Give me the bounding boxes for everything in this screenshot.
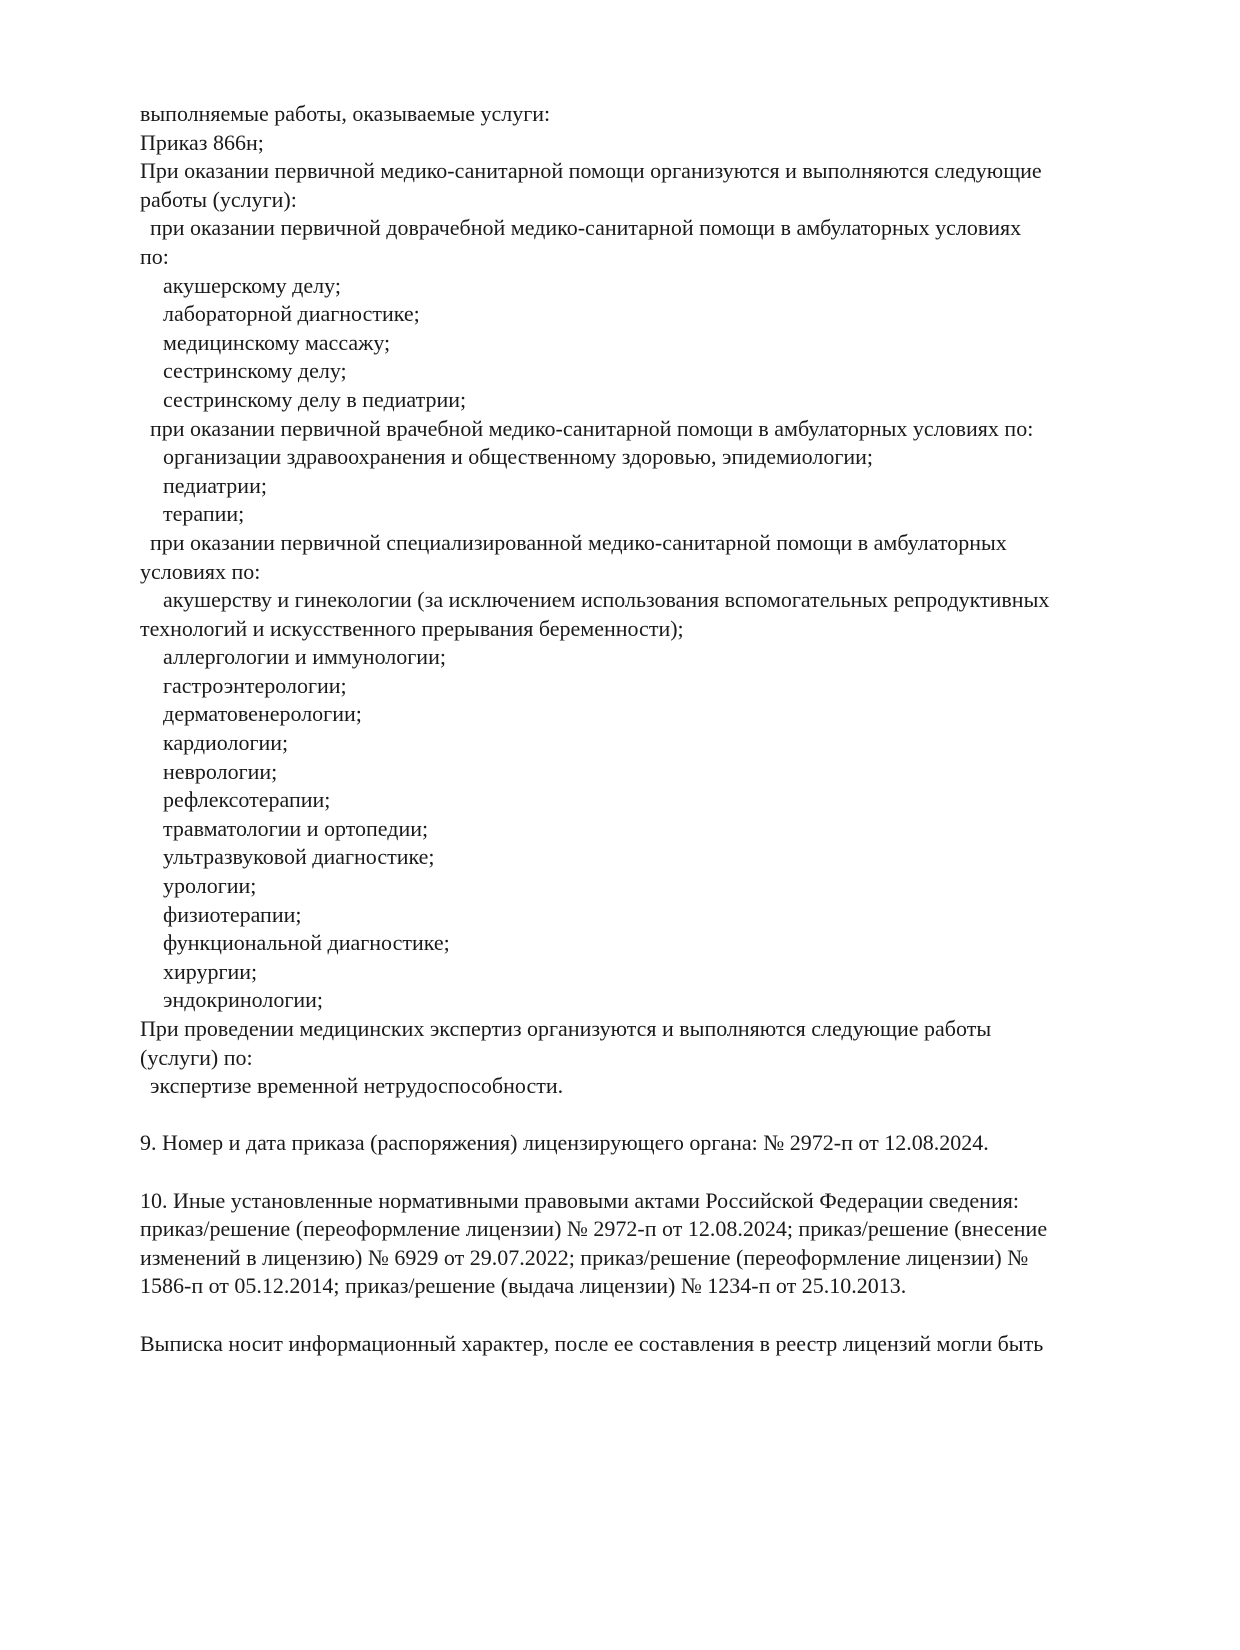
blank-line bbox=[140, 1101, 1130, 1130]
text-line: аллергологии и иммунологии; bbox=[163, 644, 446, 670]
text-line: урологии; bbox=[163, 873, 257, 899]
text-line: работы (услуги): bbox=[140, 186, 297, 212]
text-line: 1586-п от 05.12.2014; приказ/решение (выдача лицензии) № 1234-п от 25.10.2013. bbox=[140, 1273, 907, 1299]
text-line: акушерскому делу; bbox=[163, 272, 341, 298]
text-line: сестринскому делу в педиатрии; bbox=[163, 386, 467, 412]
text-line: сестринскому делу; bbox=[163, 358, 347, 384]
text-line: при оказании первичной специализированной медико-санитарной помощи в амбулаторных bbox=[150, 529, 1007, 555]
text-line: (услуги) по: bbox=[140, 1044, 253, 1070]
text-line: акушерству и гинекологии (за исключением использования вспомогательных репродуктивных bbox=[163, 587, 1050, 613]
text-line: физиотерапии; bbox=[163, 901, 302, 927]
text-line: дерматовенерологии; bbox=[163, 701, 362, 727]
text-line: При оказании первичной медико-санитарной помощи организуются и выполняются следующие bbox=[140, 158, 1042, 184]
blank-line bbox=[140, 1158, 1130, 1187]
text-line: При проведении медицинских экспертиз организуются и выполняются следующие работы bbox=[140, 1016, 992, 1041]
blank-line bbox=[140, 1301, 1130, 1330]
text-line: по: bbox=[140, 243, 169, 269]
text-line: технологий и искусственного прерывания беременности); bbox=[140, 615, 684, 641]
text-line: при оказании первичной доврачебной медико-санитарной помощи в амбулаторных условиях bbox=[150, 215, 1022, 241]
text-line: травматологии и ортопедии; bbox=[163, 815, 429, 841]
text-line: 10. Иные установленные нормативными правовыми актами Российской Федерации сведения: bbox=[140, 1187, 1019, 1213]
text-line: ультразвуковой диагностике; bbox=[163, 844, 435, 870]
text-line: хирургии; bbox=[163, 958, 258, 984]
text-line: терапии; bbox=[163, 501, 245, 527]
text-line: при оказании первичной врачебной медико-санитарной помощи в амбулаторных условиях по: bbox=[150, 415, 1034, 441]
text-line: условиях по: bbox=[140, 558, 261, 584]
text-line: Выписка носит информационный характер, после ее составления в реестр лицензий могли быть bbox=[140, 1330, 1044, 1356]
text-line: рефлексотерапии; bbox=[163, 787, 331, 813]
text-line: эндокринологии; bbox=[163, 987, 324, 1013]
document-page bbox=[140, 100, 1130, 1358]
text-line: экспертизе временной нетрудоспособности. bbox=[150, 1073, 564, 1099]
text-line: неврологии; bbox=[163, 758, 278, 784]
text-line: функциональной диагностике; bbox=[163, 930, 450, 956]
text-line: приказ/решение (переоформление лицензии) № 2972-п от 12.08.2024; приказ/решение (внесение bbox=[140, 1216, 1048, 1242]
text-line: изменений в лицензию) № 6929 от 29.07.2022; приказ/решение (переоформление лицензии) № bbox=[140, 1244, 1029, 1270]
text-line: гастроэнтерологии; bbox=[163, 672, 347, 698]
text-line: медицинскому массажу; bbox=[163, 329, 391, 355]
text-line: Приказ 866н; bbox=[140, 129, 264, 155]
text-line: организации здравоохранения и общественному здоровью, эпидемиологии; bbox=[163, 444, 874, 470]
text-line: выполняемые работы, оказываемые услуги: bbox=[140, 101, 551, 126]
text-line: 9. Номер и дата приказа (распоряжения) лицензирующего органа: № 2972-п от 12.08.2024. bbox=[140, 1130, 989, 1156]
text-line: кардиологии; bbox=[163, 730, 289, 756]
text-line: педиатрии; bbox=[163, 472, 267, 498]
text-line: лабораторной диагностике; bbox=[163, 301, 420, 327]
